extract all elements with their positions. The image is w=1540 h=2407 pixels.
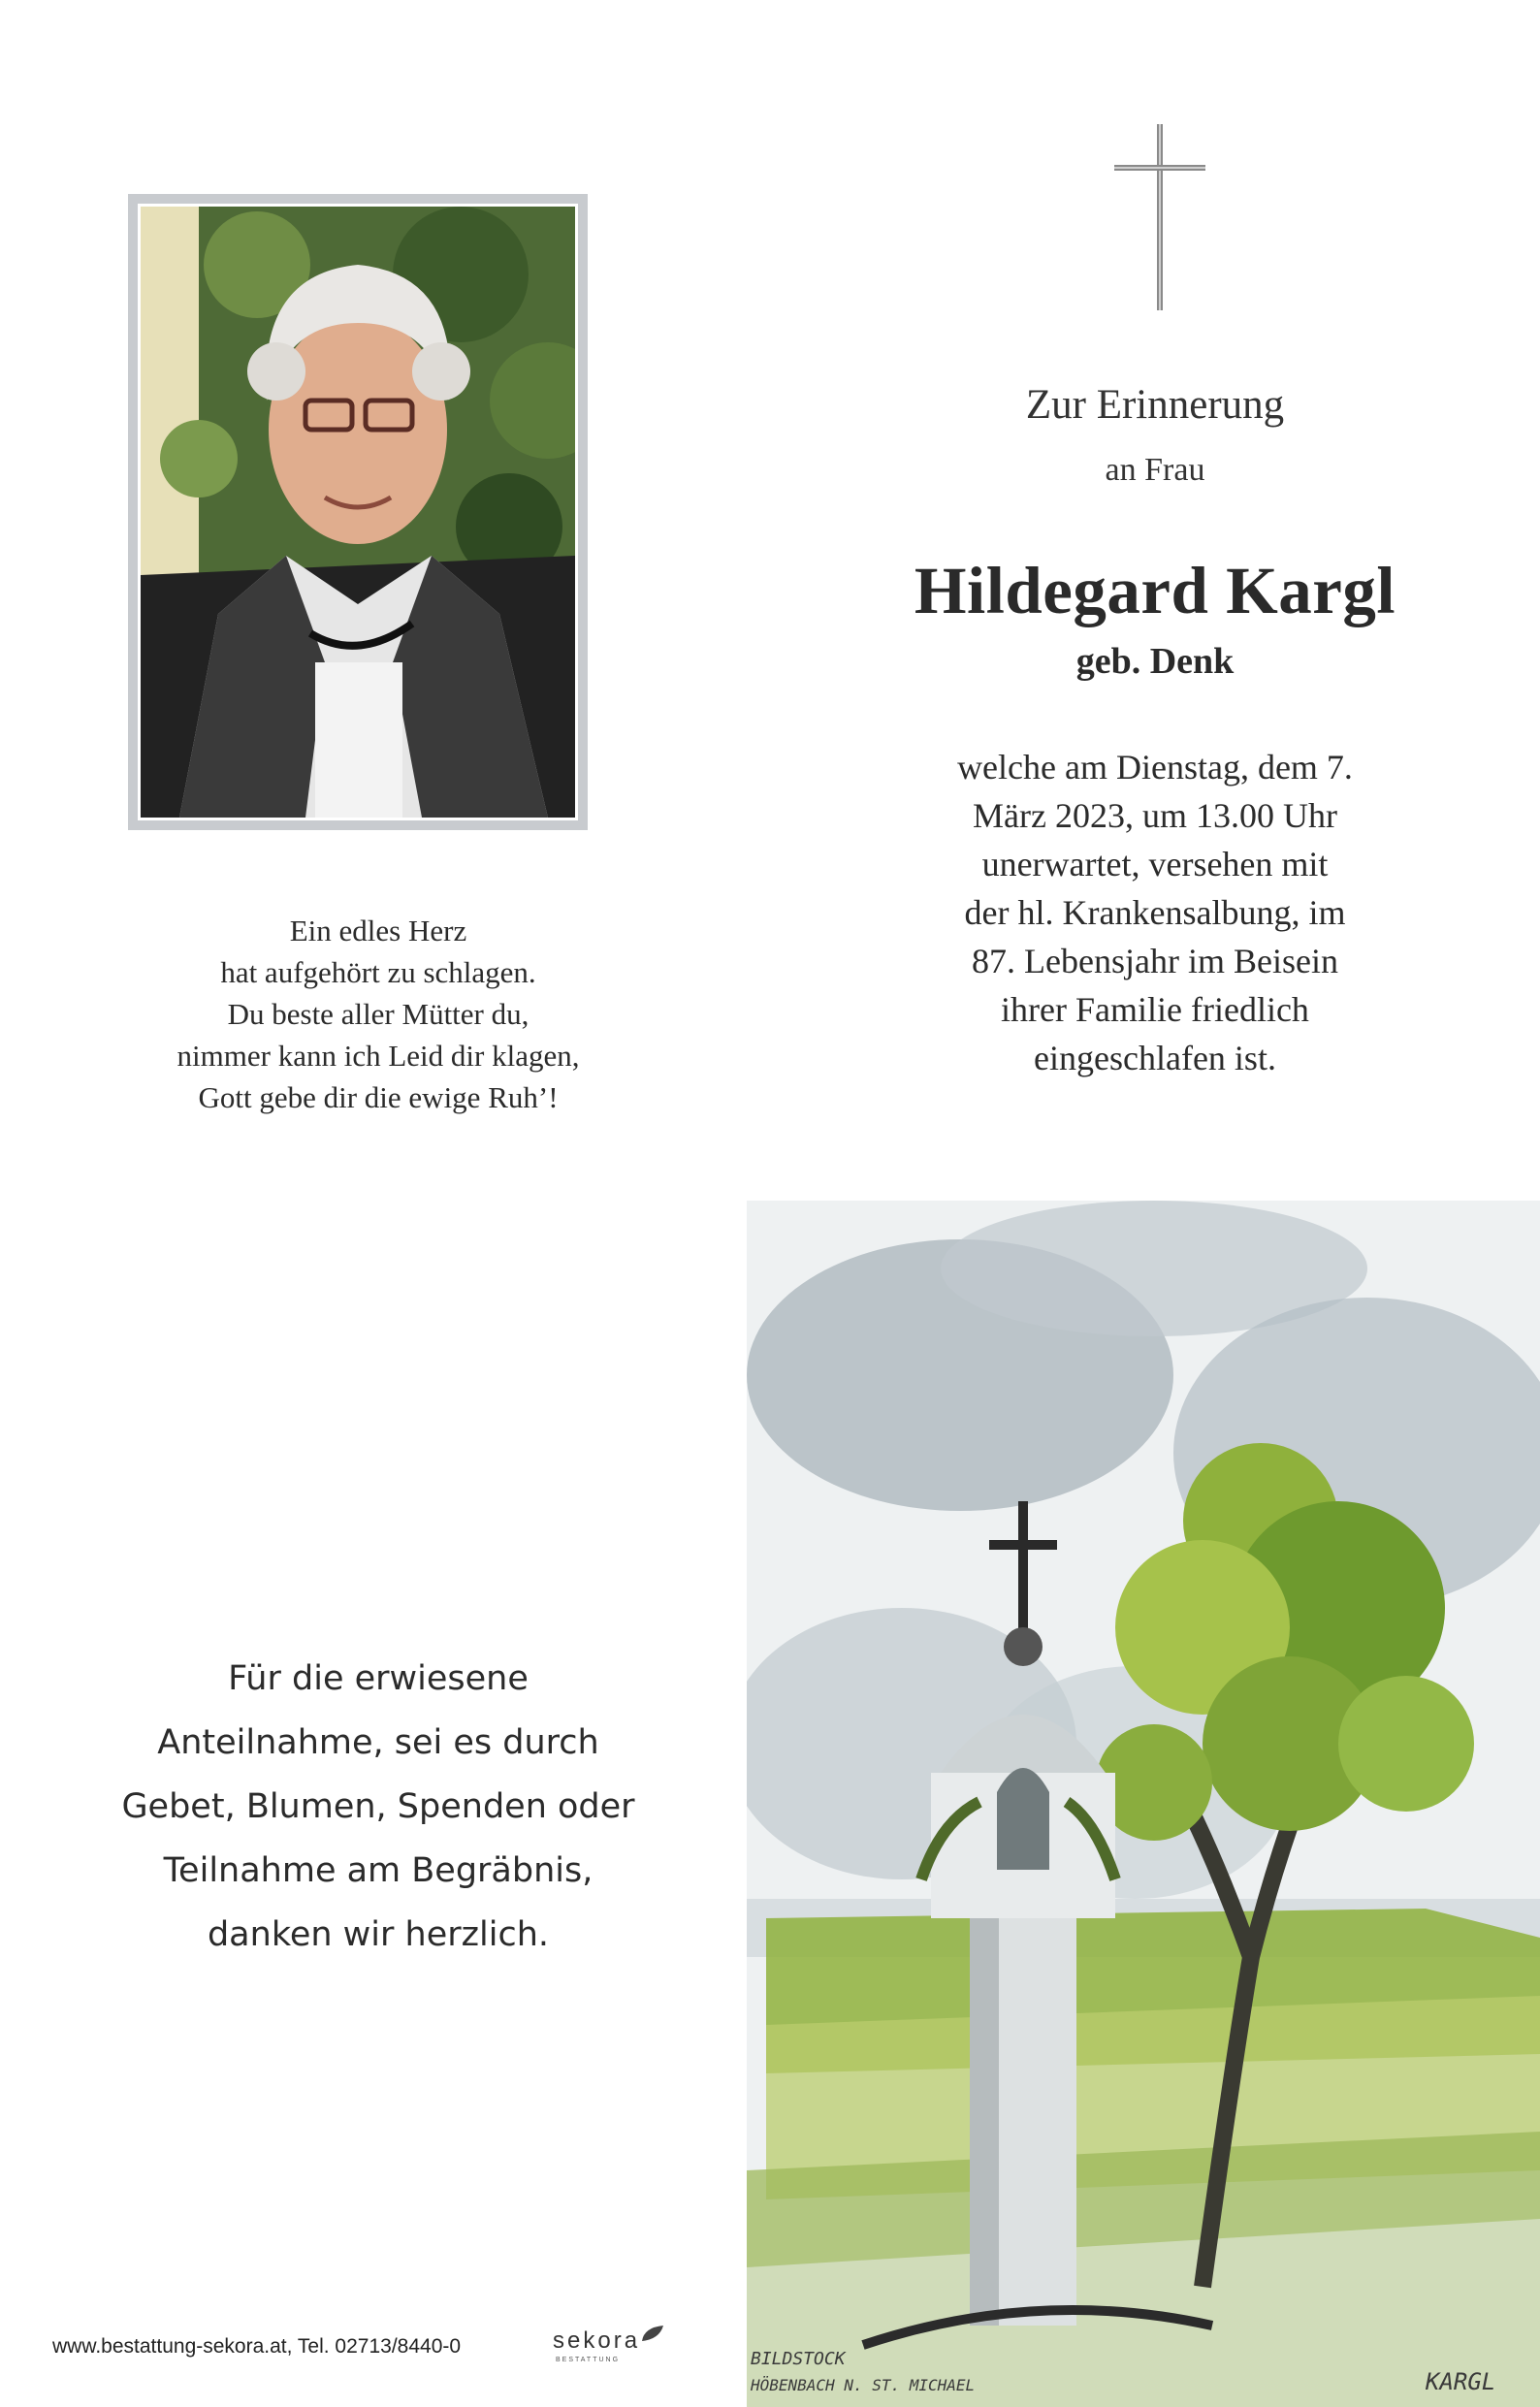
thanks-line: Anteilnahme, sei es durch <box>157 1723 599 1762</box>
thanks-line: Teilnahme am Begräbnis, <box>163 1851 594 1890</box>
painting-caption-1: BILDSTOCK <box>751 2349 846 2369</box>
leaf-icon <box>640 2324 665 2345</box>
brand-logo: sekora <box>553 2327 641 2354</box>
poem-line: Gott gebe dir die ewige Ruh’! <box>198 1080 559 1114</box>
painting-signature: KARGL <box>1426 2368 1496 2395</box>
memorial-line: unerwartet, versehen mit <box>981 845 1329 883</box>
memorial-line: ihrer Familie friedlich <box>1001 990 1309 1029</box>
portrait-photo <box>141 207 575 818</box>
thanks-text <box>39 1647 718 1967</box>
portrait-frame <box>128 194 588 830</box>
poem-line: Du beste aller Mütter du, <box>227 997 529 1031</box>
photo-panel <box>0 0 770 1201</box>
deceased-name: Hildegard Kargl <box>914 554 1396 627</box>
memorial-line: 87. Lebensjahr im Beisein <box>972 942 1338 980</box>
poem-line: Ein edles Herz <box>289 914 467 947</box>
birth-name: geb. Denk <box>1075 641 1235 682</box>
poem-line: hat aufgehört zu schlagen. <box>220 955 536 989</box>
painting-panel <box>747 1201 1540 2407</box>
poem-line: nimmer kann ich Leid dir klagen, <box>176 1039 580 1073</box>
memorial-panel <box>770 0 1540 1201</box>
poem <box>39 910 718 1118</box>
memorial-heading: Zur Erinnerung <box>1025 382 1285 428</box>
memorial-prefix: an Frau <box>1105 452 1205 488</box>
painting-caption-2: HÖBENBACH N. ST. MICHAEL <box>751 2376 976 2394</box>
thanks-line: Gebet, Blumen, Spenden oder <box>121 1787 635 1826</box>
thanks-line: danken wir herzlich. <box>207 1915 550 1954</box>
memorial-line: März 2023, um 13.00 Uhr <box>973 796 1337 835</box>
thanks-panel <box>0 1201 747 2407</box>
memorial-line: welche am Dienstag, dem 7. <box>957 748 1353 786</box>
footer-contact: www.bestattung-sekora.at, Tel. 02713/8440-0 <box>52 2335 462 2358</box>
memorial-line: eingeschlafen ist. <box>1034 1039 1276 1077</box>
thanks-line: Für die erwiesene <box>228 1659 529 1698</box>
brand-subtitle: BESTATTUNG <box>556 2357 621 2363</box>
painting-illustration <box>747 1201 1540 2407</box>
memorial-text <box>770 743 1540 1082</box>
memorial-line: der hl. Krankensalbung, im <box>964 893 1346 932</box>
cross-icon <box>1114 124 1205 310</box>
